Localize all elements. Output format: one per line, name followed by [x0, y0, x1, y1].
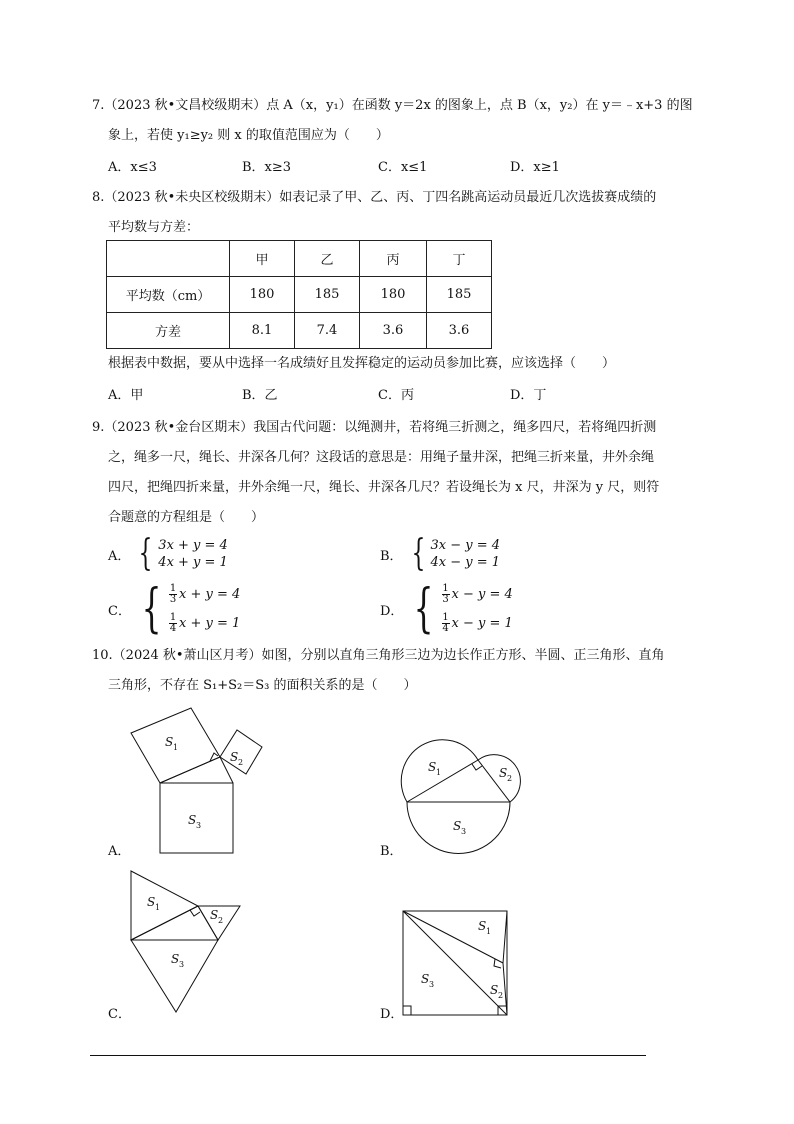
q9-line2: 之，绳多一尺，绳长、井深各几何？这段话的意思是：用绳子量井深，把绳三折来量，井外余绳 — [108, 450, 655, 465]
table-header-cell: 丁 — [427, 241, 492, 277]
equation: x − y = 4 — [451, 587, 513, 602]
table-cell: 方差 — [107, 313, 230, 349]
q9-line4: 合题意的方程组是（ ） — [108, 510, 265, 525]
q8-option-a[interactable]: A．甲 — [108, 388, 144, 403]
s-subscript: 2 — [238, 758, 244, 767]
table-header-cell: 乙 — [295, 241, 360, 277]
leg — [503, 963, 507, 1015]
table-cell: 180 — [360, 277, 427, 313]
s-subscript: 3 — [461, 827, 467, 836]
s-letter: S — [490, 983, 499, 997]
s-subscript: 1 — [173, 743, 179, 752]
denominator: 4 — [169, 623, 177, 634]
s-subscript: 1 — [486, 927, 492, 936]
q8-option-c[interactable]: C．丙 — [378, 388, 414, 403]
q7-line2: 象上，若使 y₁≥y₂ 则 x 的取值范围应为（ ） — [108, 128, 389, 143]
table-header-cell: 丙 — [360, 241, 427, 277]
q8-line3: 根据表中数据，要从中选择一名成绩好且发挥稳定的运动员参加比赛，应该选择（ ） — [108, 356, 616, 371]
brace-icon: { — [141, 579, 162, 639]
s-subscript: 2 — [498, 991, 504, 1000]
q7-line1: 7.（2023 秋•文昌校级期末）点 A（x，y₁）在函数 y＝2x 的图象上，点 B（x，y₂）在 y＝﹣x+3 的图 — [92, 98, 693, 113]
denominator: 3 — [169, 594, 177, 605]
s-letter: S — [421, 972, 430, 986]
option-label: B． — [380, 548, 403, 564]
q7-option-a[interactable]: A．x≤3 — [108, 160, 157, 175]
equation: 3x − y = 4 — [430, 538, 501, 553]
q8-option-d[interactable]: D．丁 — [510, 388, 547, 403]
denominator: 4 — [442, 623, 449, 634]
label-s3 — [421, 972, 434, 989]
figure-a-label[interactable]: A． — [108, 844, 131, 859]
q8-option-b[interactable]: B．乙 — [242, 388, 278, 403]
numerator: 1 — [169, 612, 177, 623]
footer-divider — [90, 1055, 646, 1056]
hypotenuse — [403, 911, 507, 1015]
leg — [403, 911, 503, 963]
right-angle-mark — [403, 1006, 411, 1015]
table-cell: 7.4 — [295, 313, 360, 349]
table-cell: 8.1 — [230, 313, 295, 349]
brace-icon: { — [138, 533, 153, 574]
q8-line1: 8.（2023 秋•未央区校级期末）如表记录了甲、乙、丙、丁四名跳高运动员最近几次选拔赛成绩的 — [92, 190, 657, 205]
equation: 4x − y = 1 — [430, 555, 501, 570]
equation: 3x + y = 4 — [158, 538, 228, 553]
figure-c-label[interactable]: C． — [108, 1007, 131, 1022]
q7-option-b[interactable]: B．x≥3 — [242, 160, 292, 175]
label-s2 — [490, 983, 503, 1000]
numerator: 1 — [169, 583, 177, 594]
option-label: C． — [108, 603, 131, 619]
option-label: D． — [380, 603, 404, 619]
s-letter: S — [478, 919, 487, 933]
table-cell: 185 — [427, 277, 492, 313]
equation: x − y = 1 — [451, 616, 513, 631]
s-letter: S — [147, 895, 156, 909]
brace-icon: { — [414, 579, 434, 639]
q10-line2: 三角形，不存在 S₁+S₂＝S₃ 的面积关系的是（ ） — [108, 678, 417, 693]
table-header-cell: 甲 — [230, 241, 295, 277]
brace-icon: { — [411, 533, 425, 574]
s-letter: S — [499, 766, 508, 780]
denominator: 3 — [442, 594, 449, 605]
q7-option-d[interactable]: D．x≥1 — [510, 160, 560, 175]
q9-line3: 四尺，把绳四折来量，井外余绳一尺，绳长、井深各几尺？若设绳长为 x 尺，井深为 y 尺，则符 — [108, 480, 660, 495]
label-s1 — [478, 919, 491, 936]
table-cell: 平均数（cm） — [107, 277, 230, 313]
q10-line1: 10.（2024 秋•萧山区月考）如图，分别以直角三角形三边为边长作正方形、半圆、正三角形、直角 — [92, 648, 665, 663]
s-letter: S — [165, 735, 174, 749]
table-cell: 3.6 — [427, 313, 492, 349]
numerator: 1 — [442, 583, 449, 594]
numerator: 1 — [442, 612, 449, 623]
triangle-s1-side — [503, 911, 507, 963]
equation: x + y = 4 — [179, 587, 241, 602]
s-subscript: 3 — [196, 821, 202, 830]
table-cell: 180 — [230, 277, 295, 313]
q9-line1: 9.（2023 秋•金台区期末）我国古代问题：以绳测井，若将绳三折测之，绳多四尺，若将绳四折测 — [92, 420, 657, 435]
s-subscript: 2 — [507, 774, 513, 783]
s-subscript: 1 — [436, 768, 442, 777]
s-subscript: 3 — [179, 960, 185, 969]
option-label: A． — [108, 548, 131, 564]
figure-d-label[interactable]: D． — [380, 1007, 404, 1022]
equation: 4x + y = 1 — [158, 555, 228, 570]
s-letter: S — [171, 952, 180, 966]
s-letter: S — [230, 750, 239, 764]
q7-option-c[interactable]: C．x≤1 — [378, 160, 428, 175]
s-subscript: 3 — [429, 980, 435, 989]
s-subscript: 1 — [155, 903, 161, 912]
q8-line2: 平均数与方差： — [108, 220, 200, 235]
table-cell: 185 — [295, 277, 360, 313]
s-letter: S — [428, 760, 437, 774]
s-letter: S — [453, 819, 462, 833]
s-letter: S — [210, 908, 219, 922]
table-cell: 3.6 — [360, 313, 427, 349]
equation: x + y = 1 — [179, 616, 241, 631]
s-subscript: 2 — [218, 916, 224, 925]
figure-b-label[interactable]: B． — [380, 844, 403, 859]
s-letter: S — [188, 813, 197, 827]
